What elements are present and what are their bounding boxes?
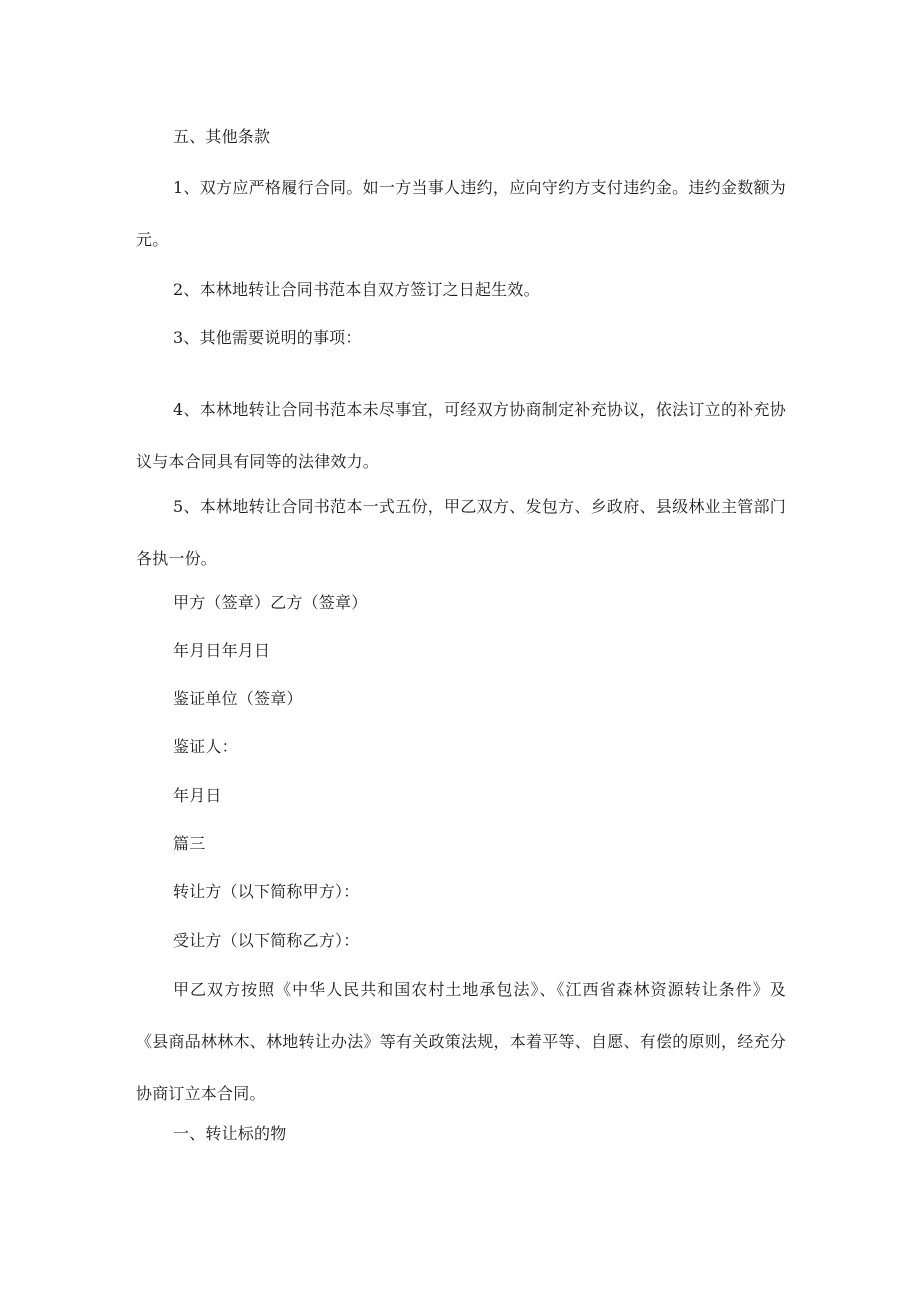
paragraph-clause-2: 2、本林地转让合同书范本自双方签订之日起生效。	[173, 280, 540, 299]
paragraph-agreement-basis: 甲乙双方按照《中华人民共和国农村土地承包法》、《江西省森林资源转让条件》及《县商品林林木、林地转让办法》等有关政策法规，本着平等、自愿、有偿的原则，经充分协商订立本合同。	[136, 980, 786, 1103]
certifier-line: 鉴证人：	[173, 737, 238, 756]
certifying-unit-line: 鉴证单位（签章）	[173, 689, 303, 708]
certification-date-line: 年月日	[173, 786, 222, 805]
paragraph-clause-1: 1、双方应严格履行合同。如一方当事人违约，应向守约方支付违约金。违约金数额为元。	[136, 178, 786, 249]
paragraph-clause-3: 3、其他需要说明的事项：	[173, 328, 362, 347]
section-title-part-three: 篇三	[173, 834, 206, 853]
section-heading-transfer-subject: 一、转让标的物	[173, 1124, 287, 1143]
paragraph-clause-5: 5、本林地转让合同书范本一式五份，甲乙双方、发包方、乡政府、县级林业主管部门各执一份。	[136, 497, 786, 568]
transferee-line: 受让方（以下简称乙方）：	[173, 931, 360, 950]
transferor-line: 转让方（以下简称甲方）：	[173, 882, 360, 901]
signature-parties-line: 甲方（签章）乙方（签章）	[173, 593, 368, 612]
signature-dates-line: 年月日年月日	[173, 641, 271, 660]
paragraph-clause-4: 4、本林地转让合同书范本未尽事宜，可经双方协商制定补充协议，依法订立的补充协议与本合同具有同等的法律效力。	[136, 400, 786, 471]
section-heading-other-terms: 五、其他条款	[173, 127, 271, 146]
